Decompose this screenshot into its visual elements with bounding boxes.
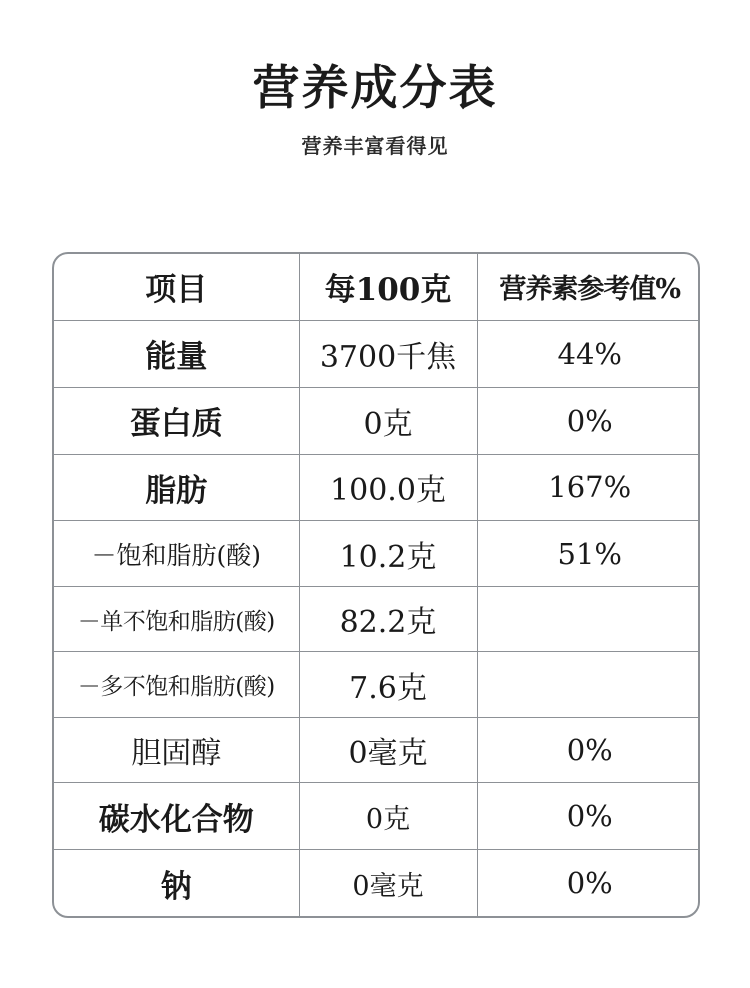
table-header-row (54, 254, 700, 320)
row-nrv-value (477, 652, 700, 717)
row-amount-value: 0克 (299, 783, 477, 850)
row-item-label: 蛋白质 (54, 387, 299, 454)
row-amount-value: 0毫克 (299, 850, 477, 916)
row-amount-value: 0克 (299, 387, 477, 454)
row-nrv-value: 0% (477, 717, 700, 782)
row-amount-value: 10.2克 (299, 521, 477, 586)
column-header-amount: 每100克 (299, 254, 477, 320)
row-amount-value: 0毫克 (299, 717, 477, 782)
row-amount-value: 82.2克 (299, 586, 477, 651)
nutrition-table (54, 254, 700, 916)
column-header-item: 项目 (54, 254, 299, 320)
table-row (54, 387, 700, 454)
row-amount-value: 100.0克 (299, 454, 477, 521)
row-nrv-value: 0% (477, 783, 700, 850)
nutrition-facts-page (0, 62, 750, 988)
row-nrv-value (477, 586, 700, 651)
row-nrv-value: 167% (477, 454, 700, 521)
row-nrv-value: 0% (566, 866, 613, 901)
table-row (54, 454, 700, 521)
row-item-label: 脂肪 (54, 454, 299, 521)
table-row (54, 586, 700, 651)
row-nrv-value: 51% (477, 521, 700, 586)
row-item-label: 能量 (54, 320, 299, 387)
table-row (54, 850, 700, 916)
row-item-label: 钠 (54, 850, 299, 916)
row-amount-value: 3700千焦 (299, 320, 477, 387)
row-item-label: －多不饱和脂肪(酸) (54, 652, 299, 717)
table-row (54, 783, 700, 850)
column-header-nrv: 营养素参考值% (477, 254, 700, 320)
page-title: 营养成分表 (252, 61, 498, 116)
table-row (54, 652, 700, 717)
row-item-label: －饱和脂肪(酸) (54, 521, 299, 586)
row-nrv-value: 0% (477, 387, 700, 454)
row-nrv-value: 44% (477, 320, 700, 387)
page-subtitle: 营养丰富看得见 (301, 134, 449, 159)
row-item-label: －单不饱和脂肪(酸) (54, 586, 299, 651)
table-row (54, 521, 700, 586)
row-item-label: 胆固醇 (54, 717, 299, 782)
table-row (54, 717, 700, 782)
row-item-label: 碳水化合物 (54, 783, 299, 850)
row-amount-value: 7.6克 (299, 652, 477, 717)
nutrition-table-container (52, 252, 700, 918)
table-row (54, 320, 700, 387)
